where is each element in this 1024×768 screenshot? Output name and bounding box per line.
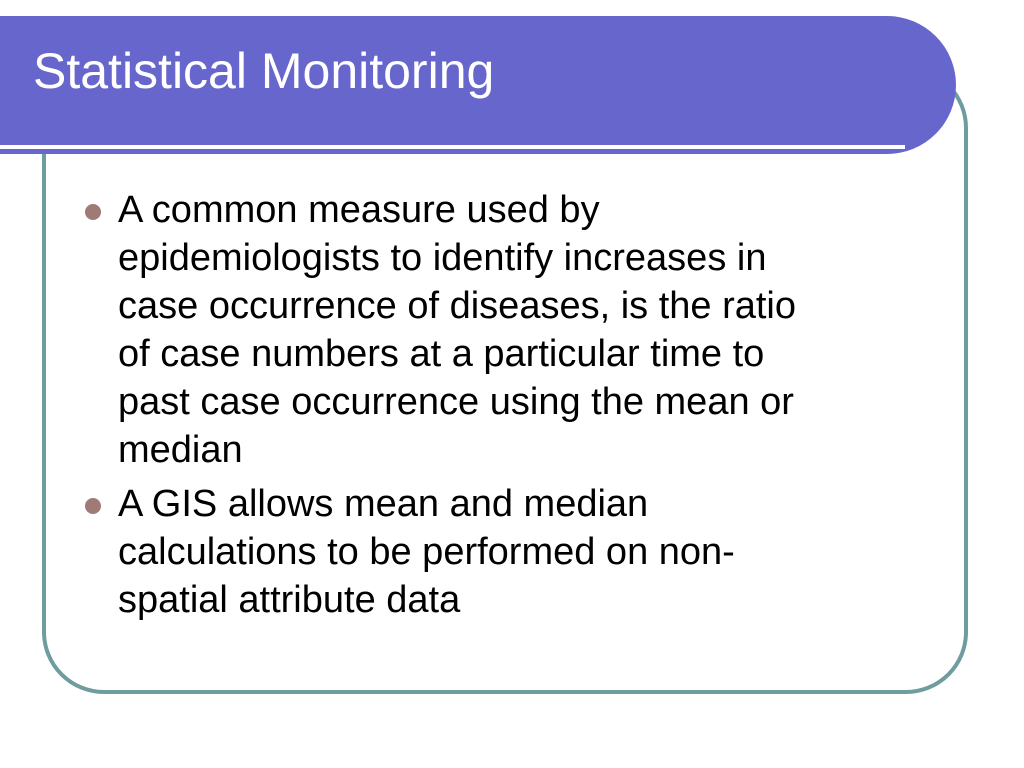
bullet-line: median bbox=[118, 429, 243, 471]
bullet-list bbox=[82, 186, 942, 630]
bullet-dot-icon bbox=[85, 204, 101, 220]
bullet-line: calculations to be performed on non- bbox=[118, 531, 735, 573]
bullet-line: past case occurrence using the mean or bbox=[118, 381, 794, 423]
slide-title: Statistical Monitoring bbox=[33, 43, 495, 99]
bullet-line: case occurrence of diseases, is the ratio bbox=[118, 285, 797, 327]
bullet-line: of case numbers at a particular time to bbox=[118, 333, 765, 375]
bullet-item bbox=[82, 480, 942, 624]
title-underline bbox=[0, 145, 905, 149]
bullet-line: A GIS allows mean and median bbox=[118, 483, 649, 525]
bullet-item bbox=[82, 186, 942, 474]
bullet-line: spatial attribute data bbox=[118, 579, 461, 621]
bullet-dot-icon bbox=[85, 498, 101, 514]
bullet-line: A common measure used by bbox=[118, 189, 600, 231]
bullet-line: epidemiologists to identify increases in bbox=[118, 237, 767, 279]
